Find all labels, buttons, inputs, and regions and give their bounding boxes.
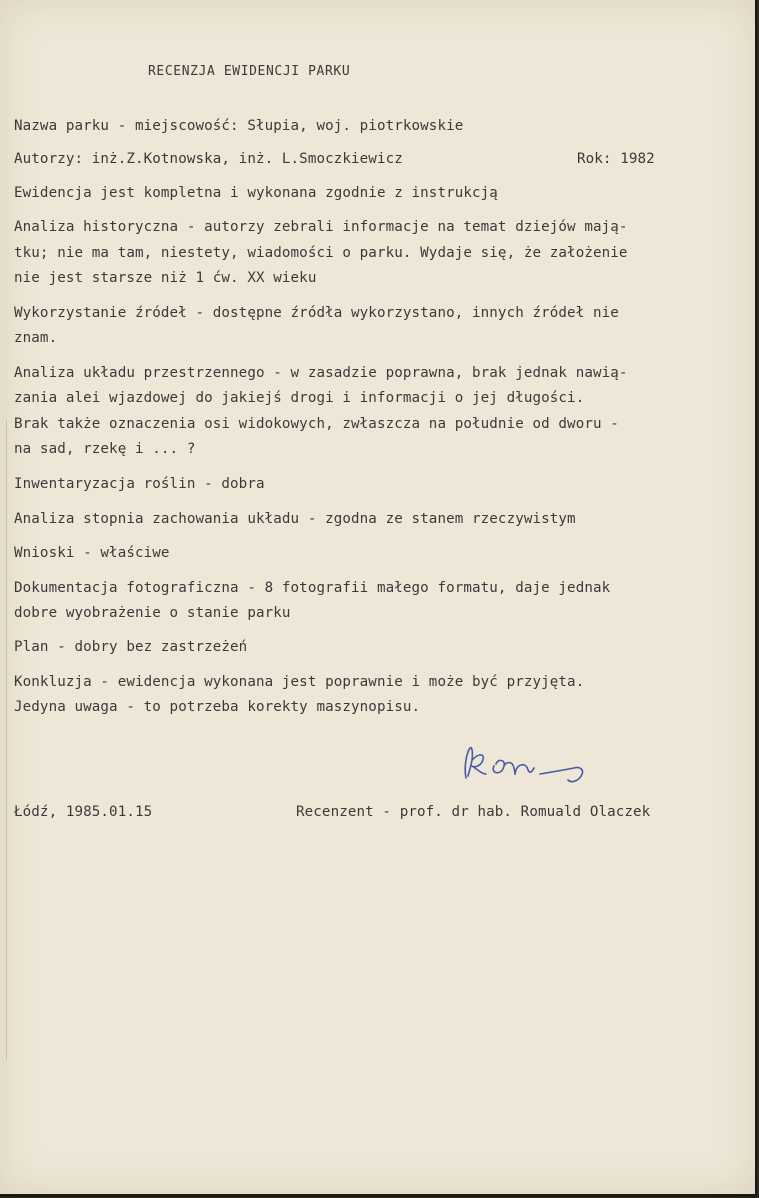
- photo-documentation-line: Dokumentacja fotograficzna - 8 fotografii małego formatu, daje jednak: [14, 580, 611, 596]
- paper-fold: [6, 420, 7, 1060]
- spatial-analysis-line: na sad, rzekę i ... ?: [14, 441, 196, 457]
- handwritten-signature: [456, 740, 606, 788]
- sources-line: Wykorzystanie źródeł - dostępne źródła wykorzystano, innych źródeł nie: [14, 305, 619, 321]
- document-title: RECENZJA EWIDENCJI PARKU: [148, 64, 351, 79]
- conclusions-line: Wnioski - właściwe: [14, 545, 170, 561]
- park-name-line: Nazwa parku - miejscowość: Słupia, woj. piotrkowskie: [14, 118, 464, 134]
- place-and-date: Łódź, 1985.01.15: [14, 804, 153, 820]
- plan-line: Plan - dobry bez zastrzeżeń: [14, 639, 248, 655]
- historical-analysis-line: Analiza historyczna - autorzy zebrali informacje na temat dziejów mają-: [14, 219, 628, 235]
- reviewer-line: Recenzent - prof. dr hab. Romuald Olaczek: [296, 804, 651, 820]
- spatial-analysis-line: Analiza układu przestrzennego - w zasadzie poprawna, brak jednak nawią-: [14, 365, 628, 381]
- conclusion-line: Jedyna uwaga - to potrzeba korekty maszynopisu.: [14, 699, 421, 715]
- authors-line: Autorzy: inż.Z.Kotnowska, inż. L.Smoczkiewicz: [14, 151, 403, 167]
- historical-analysis-line: nie jest starsze niż 1 ćw. XX wieku: [14, 270, 317, 286]
- conclusion-line: Konkluzja - ewidencja wykonana jest poprawnie i może być przyjęta.: [14, 674, 585, 690]
- plant-inventory-line: Inwentaryzacja roślin - dobra: [14, 476, 265, 492]
- completeness-line: Ewidencja jest kompletna i wykonana zgodnie z instrukcją: [14, 185, 498, 201]
- year-line: Rok: 1982: [577, 151, 655, 167]
- sources-line: znam.: [14, 330, 58, 346]
- preservation-line: Analiza stopnia zachowania układu - zgodna ze stanem rzeczywistym: [14, 511, 576, 527]
- historical-analysis-line: tku; nie ma tam, niestety, wiadomości o parku. Wydaje się, że założenie: [14, 245, 628, 261]
- spatial-analysis-line: zania alei wjazdowej do jakiejś drogi i informacji o jej długości.: [14, 390, 585, 406]
- spatial-analysis-line: Brak także oznaczenia osi widokowych, zwłaszcza na południe od dworu -: [14, 416, 619, 432]
- photo-documentation-line: dobre wyobrażenie o stanie parku: [14, 605, 291, 621]
